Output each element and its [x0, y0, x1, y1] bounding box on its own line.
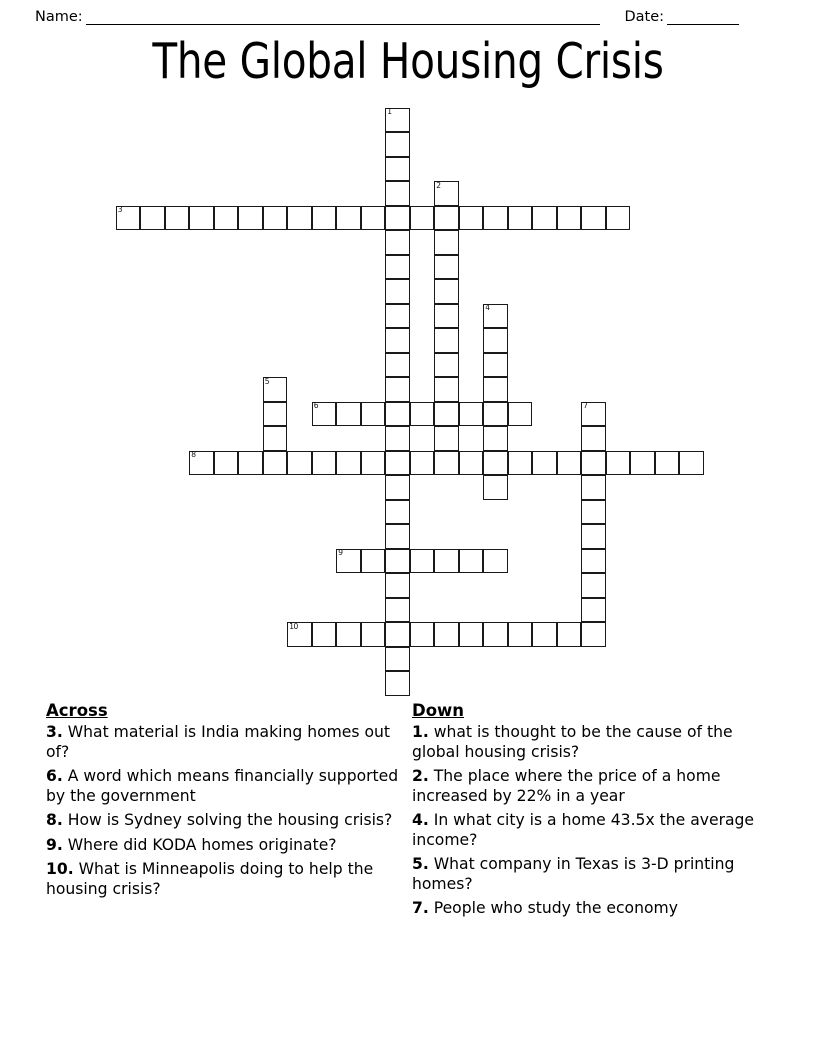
crossword-cell[interactable] — [214, 206, 239, 231]
crossword-cell[interactable] — [385, 500, 410, 525]
crossword-cell[interactable] — [581, 426, 606, 451]
crossword-cell[interactable] — [557, 622, 582, 647]
crossword-cell[interactable] — [336, 451, 361, 476]
crossword-cell[interactable] — [189, 206, 214, 231]
clue-text: Where did KODA homes originate? — [62, 835, 337, 854]
crossword-cell[interactable] — [361, 622, 386, 647]
crossword-cell[interactable] — [385, 206, 410, 231]
crossword-cell[interactable] — [385, 573, 410, 598]
cell-number-3: 3 — [117, 205, 123, 214]
crossword-cell[interactable] — [581, 622, 606, 647]
crossword-cell[interactable] — [385, 181, 410, 206]
across-clue-column — [46, 700, 409, 904]
clue-text: The place where the price of a home increased by 22% in a year — [412, 767, 721, 805]
crossword-cell[interactable] — [532, 206, 557, 231]
crossword-cell[interactable] — [581, 206, 606, 231]
crossword-cell[interactable] — [434, 549, 459, 574]
clue-number: 6. — [46, 767, 63, 785]
crossword-cell[interactable] — [581, 549, 606, 574]
cell-number-8: 8 — [191, 450, 196, 459]
crossword-cell[interactable] — [630, 451, 655, 476]
crossword-cell[interactable] — [581, 451, 606, 476]
crossword-cell[interactable] — [581, 475, 606, 500]
name-label: Name: — [35, 9, 83, 25]
crossword-cell[interactable] — [434, 402, 459, 427]
crossword-cell[interactable] — [581, 402, 606, 427]
crossword-cell[interactable] — [385, 328, 410, 353]
crossword-cell[interactable] — [287, 622, 312, 647]
crossword-cell[interactable] — [483, 304, 508, 329]
crossword-cell[interactable] — [434, 206, 459, 231]
crossword-cell[interactable] — [434, 451, 459, 476]
clue-text: How is Sydney solving the housing crisis? — [62, 811, 393, 829]
crossword-cell[interactable] — [336, 622, 361, 647]
crossword-cell[interactable] — [434, 377, 459, 402]
crossword-cell[interactable] — [459, 402, 484, 427]
crossword-cell[interactable] — [385, 157, 410, 182]
clue-text: What company in Texas is 3-D printing homes? — [412, 855, 735, 893]
crossword-cell[interactable] — [385, 377, 410, 402]
crossword-cell[interactable] — [410, 402, 435, 427]
crossword-cell[interactable] — [434, 353, 459, 378]
clue-text: People who study the economy — [428, 899, 678, 917]
crossword-cell[interactable] — [434, 426, 459, 451]
cell-number-10: 10 — [289, 621, 298, 631]
cell-number-6: 6 — [313, 401, 319, 410]
clue-item — [412, 899, 775, 919]
clue-number: 4. — [412, 811, 429, 829]
crossword-cell[interactable] — [238, 206, 263, 231]
crossword-cell[interactable] — [385, 230, 410, 255]
crossword-cell[interactable] — [361, 451, 386, 476]
clue-text: In what city is a home 43.5x the average income? — [412, 811, 755, 849]
crossword-cell[interactable] — [434, 230, 459, 255]
crossword-cell[interactable] — [287, 206, 312, 231]
crossword-cell[interactable] — [361, 206, 386, 231]
crossword-cell[interactable] — [336, 549, 361, 574]
crossword-cell[interactable] — [410, 622, 435, 647]
crossword-cell[interactable] — [336, 402, 361, 427]
crossword-cell[interactable] — [483, 549, 508, 574]
crossword-cell[interactable] — [483, 206, 508, 231]
crossword-cell[interactable] — [385, 108, 410, 133]
crossword-cell[interactable] — [434, 304, 459, 329]
crossword-cell[interactable] — [679, 451, 704, 476]
crossword-cell[interactable] — [508, 402, 533, 427]
crossword-cell[interactable] — [459, 451, 484, 476]
crossword-cell[interactable] — [165, 206, 190, 231]
clue-number: 5. — [412, 855, 429, 873]
crossword-cell[interactable] — [483, 451, 508, 476]
cell-number-7: 7 — [583, 401, 588, 410]
crossword-cell[interactable] — [238, 451, 263, 476]
crossword-cell[interactable] — [116, 206, 141, 231]
down-clue-column — [412, 700, 775, 924]
cell-number-5: 5 — [264, 376, 270, 386]
crossword-cell[interactable] — [361, 549, 386, 574]
crossword-cell[interactable] — [385, 451, 410, 476]
clue-lists — [0, 700, 816, 1000]
clue-number: 10. — [46, 860, 74, 878]
crossword-cell[interactable] — [483, 353, 508, 378]
crossword-cell[interactable] — [385, 475, 410, 500]
cell-number-9: 9 — [338, 548, 343, 557]
crossword-cell[interactable] — [263, 377, 288, 402]
crossword-cell[interactable] — [581, 573, 606, 598]
crossword-cell[interactable] — [557, 451, 582, 476]
page-title: The Global Housing Crisis — [152, 33, 664, 90]
crossword-cell[interactable] — [189, 451, 214, 476]
crossword-cell[interactable] — [483, 475, 508, 500]
crossword-cell[interactable] — [508, 206, 533, 231]
clue-text: what is thought to be the cause of the global housing crisis? — [412, 723, 733, 761]
cell-number-1: 1 — [387, 107, 392, 116]
clue-text: What material is India making homes out of? — [46, 723, 391, 761]
clue-item — [46, 767, 409, 806]
clue-item — [412, 855, 775, 894]
crossword-cell[interactable] — [385, 622, 410, 647]
crossword-cell[interactable] — [385, 671, 410, 696]
crossword-cell[interactable] — [483, 402, 508, 427]
crossword-cell[interactable] — [581, 524, 606, 549]
crossword-cell[interactable] — [385, 549, 410, 574]
crossword-cell[interactable] — [385, 426, 410, 451]
crossword-cell[interactable] — [410, 549, 435, 574]
crossword-cell[interactable] — [557, 206, 582, 231]
crossword-cell[interactable] — [312, 206, 337, 231]
clue-number: 3. — [46, 723, 63, 741]
across-heading: Across — [46, 701, 108, 720]
crossword-cell[interactable] — [459, 622, 484, 647]
clue-item — [412, 723, 775, 762]
crossword-cell[interactable] — [361, 402, 386, 427]
crossword-cell[interactable] — [312, 402, 337, 427]
crossword-cell[interactable] — [263, 451, 288, 476]
crossword-cell[interactable] — [385, 304, 410, 329]
clue-item — [46, 723, 409, 762]
crossword-cell[interactable] — [508, 451, 533, 476]
clue-item — [412, 767, 775, 806]
crossword-cell[interactable] — [434, 181, 459, 206]
cell-number-2: 2 — [436, 180, 441, 190]
down-heading: Down — [412, 701, 465, 720]
crossword-cell[interactable] — [312, 622, 337, 647]
crossword-cell[interactable] — [434, 255, 459, 280]
clue-number: 9. — [46, 835, 63, 854]
crossword-cell[interactable] — [581, 598, 606, 623]
crossword-cell[interactable] — [434, 328, 459, 353]
crossword-cell[interactable] — [385, 353, 410, 378]
clue-text: What is Minneapolis doing to help the housing crisis? — [46, 860, 374, 898]
clue-number: 1. — [412, 723, 429, 741]
clue-item — [46, 860, 409, 899]
crossword-cell[interactable] — [336, 206, 361, 231]
crossword-cell[interactable] — [410, 206, 435, 231]
clue-item — [46, 836, 409, 856]
clue-number: 2. — [412, 767, 429, 785]
cell-number-4: 4 — [485, 303, 490, 312]
crossword-cell[interactable] — [263, 206, 288, 231]
crossword-cell[interactable] — [385, 647, 410, 672]
clue-item — [412, 811, 775, 850]
crossword-cell[interactable] — [483, 622, 508, 647]
crossword-cell[interactable] — [263, 402, 288, 427]
crossword-cell[interactable] — [410, 451, 435, 476]
crossword-cell[interactable] — [581, 500, 606, 525]
crossword-cell[interactable] — [483, 377, 508, 402]
crossword-cell[interactable] — [385, 132, 410, 157]
crossword-cell[interactable] — [312, 451, 337, 476]
crossword-cell[interactable] — [385, 402, 410, 427]
crossword-cell[interactable] — [483, 328, 508, 353]
crossword-cell[interactable] — [385, 279, 410, 304]
date-label: Date: — [624, 9, 664, 25]
crossword-cell[interactable] — [655, 451, 680, 476]
crossword-cell[interactable] — [483, 426, 508, 451]
crossword-cell[interactable] — [385, 255, 410, 280]
crossword-cell[interactable] — [532, 622, 557, 647]
clue-item — [46, 811, 409, 831]
crossword-cell[interactable] — [140, 206, 165, 231]
crossword-cell[interactable] — [287, 451, 312, 476]
across-clue-list — [46, 723, 409, 899]
clue-number: 7. — [412, 899, 429, 917]
crossword-cell[interactable] — [532, 451, 557, 476]
crossword-cell[interactable] — [385, 598, 410, 623]
crossword-cell[interactable] — [606, 206, 631, 231]
crossword-cell[interactable] — [434, 622, 459, 647]
clue-text: A word which means financially supported by the government — [46, 767, 399, 805]
crossword-cell[interactable] — [606, 451, 631, 476]
clue-number: 8. — [46, 811, 63, 829]
down-clue-list — [412, 723, 775, 919]
crossword-cell[interactable] — [459, 206, 484, 231]
crossword-cell[interactable] — [214, 451, 239, 476]
crossword-cell[interactable] — [263, 426, 288, 451]
crossword-cell[interactable] — [434, 279, 459, 304]
crossword-cell[interactable] — [385, 524, 410, 549]
crossword-cell[interactable] — [459, 549, 484, 574]
crossword-cell[interactable] — [508, 622, 533, 647]
